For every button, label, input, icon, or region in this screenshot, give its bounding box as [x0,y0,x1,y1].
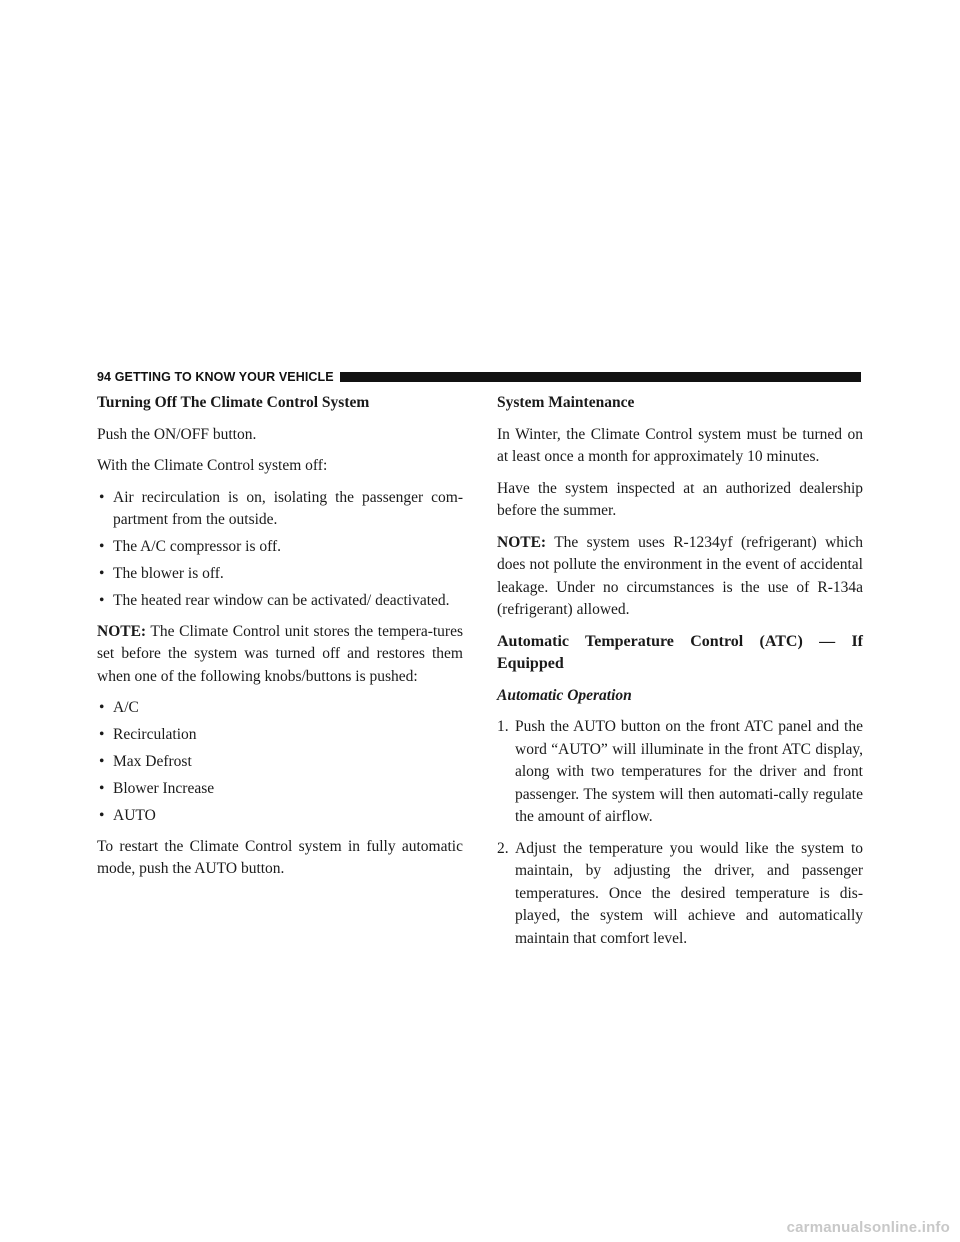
bullet-icon: • [99,726,105,743]
list-item: • Air recirculation is on, isolating the passenger com-partment from the outside. [99,488,463,528]
watermark: carmanualsonline.info [786,1219,950,1236]
page-header [97,369,861,385]
bullet-icon: • [99,753,105,770]
bullet-icon: • [99,780,105,797]
bullet-icon: • [99,538,105,555]
heading-turning-off: Turning Off The Climate Control System [97,394,370,411]
list-item [497,716,863,829]
right-column [497,392,863,959]
list-item: • A/C [97,697,463,720]
heading-atc: Automatic Temperature Control (ATC) — If Equipped [497,632,863,672]
note-label: NOTE: [497,533,547,551]
list-item: • The blower is off. [97,563,463,586]
step-number: 1. [497,718,509,735]
restore-buttons-list [97,697,463,828]
push-onoff-text: Push the ON/OFF button. [97,425,257,443]
bullet-icon: • [99,592,105,609]
with-system-off-text: With the Climate Control system off: [97,457,328,474]
list-item: • Blower Increase [97,778,463,801]
left-column [97,392,463,890]
step-number: 2. [497,839,509,857]
note-label: NOTE: [97,622,147,640]
bullet-icon: • [99,807,105,824]
page-number: 94 [97,370,112,384]
inspect-text: Have the system inspected at an authorized dealership before the summer. [497,479,863,519]
list-item: • The A/C compressor is off. [97,536,463,559]
note-paragraph [497,532,863,622]
heading-system-maintenance: System Maintenance [497,394,635,411]
list-item: • AUTO [97,805,463,828]
header-label [97,370,334,384]
note-text: The Climate Control unit stores the tempera-tures set before the system was turned off and restores them when one of the following knobs/buttons is pushed: [97,622,463,685]
auto-steps-list [497,716,863,950]
bullet-icon: • [99,488,105,506]
note-text: The system uses R-1234yf (refrigerant) which does not pollute the environment in the event of accidental leakage. Under no circumstances is the use of R-134a (refrigerant) allowed. [497,533,863,618]
note-paragraph [97,621,463,689]
bullet-icon: • [99,565,105,582]
list-item [497,838,863,951]
step-text: Push the AUTO button on the front ATC panel and the word “AUTO” will illuminate in the front ATC display, along with two temperatures for the driver and front passenger. The system will then automati-cally regulate the amount of airflow. [515,718,863,825]
bullet-icon: • [99,699,105,716]
list-item: • Max Defrost [97,751,463,774]
list-item: • The heated rear window can be activated/ deactivated. [97,590,463,613]
restart-text: To restart the Climate Control system in fully automatic mode, push the AUTO button. [97,837,463,877]
winter-text: In Winter, the Climate Control system must be turned on at least once a month for approximately 10 minutes. [497,425,863,465]
section-title: GETTING TO KNOW YOUR VEHICLE [114,370,334,384]
header-rule [340,372,861,382]
list-item: • Recirculation [97,724,463,747]
off-state-list [97,487,463,613]
step-text: Adjust the temperature you would like the system to maintain, by adjusting the driver, and passenger temperatures. Once the desired temperature is dis-played, the system will achieve and automatically maintain that comfort level. [515,839,863,947]
subheading-automatic-operation: Automatic Operation [497,686,632,704]
